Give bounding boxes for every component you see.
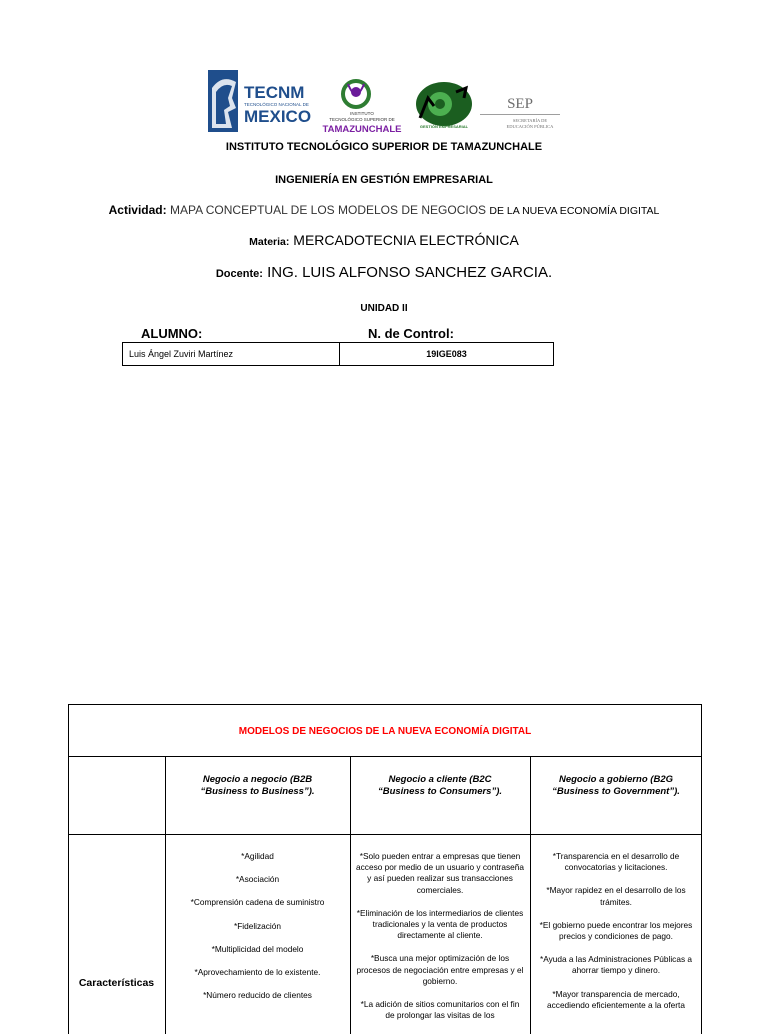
activity-label: Actividad: <box>108 203 167 217</box>
activity-value: MAPA CONCEPTUAL DE LOS MODELOS DE NEGOCIOS <box>169 203 487 217</box>
sep-logo-line1: SEP <box>507 96 533 112</box>
list-item: *Transparencia en el desarrollo de convocatorias y licitaciones. <box>552 851 680 873</box>
itst-logo-line2: TECNOLÓGICO SUPERIOR DE <box>329 117 395 122</box>
list-item: *Solo pueden entrar a empresas que tienen acceso por medio de un usuario y contraseña y así pueden realizar sus transacciones comerciales. <box>356 851 524 895</box>
column-header-b2c <box>350 774 530 798</box>
list-item: *Ayuda a las Administraciones Públicas a ahorrar tiempo y dinero. <box>539 954 693 976</box>
career-name: INGENIERÍA EN GESTIÓN EMPRESARIAL <box>275 174 493 186</box>
student-name: Luis Ángel Zuviri Martínez <box>123 343 340 366</box>
list-item: *La adición de sitios comunitarios con el fin de prolongar las visitas de los <box>360 999 520 1021</box>
gestion-logo-text: GESTIÓN EMPRESARIAL <box>419 124 469 129</box>
column-header-b2b <box>165 774 350 798</box>
itst-logo-line1: INSTITUTO <box>350 111 374 116</box>
student-name-header: ALUMNO: <box>141 326 203 341</box>
teacher-label: Docente: <box>215 268 263 280</box>
list-item: *Asociación <box>235 874 280 885</box>
itst-logo <box>322 78 406 136</box>
sep-logo <box>478 92 562 136</box>
tecnm-logo-line2: TECNOLÓGICO NACIONAL DE <box>244 102 309 107</box>
subject-line <box>0 232 768 248</box>
sep-logo-line2: SECRETARÍA DE <box>512 118 548 123</box>
activity-value-tail: DE LA NUEVA ECONOMÍA DIGITAL <box>489 205 660 217</box>
list-item: *Multiplicidad del modelo <box>211 943 304 954</box>
column-header-line: “Business to Business”). <box>200 786 315 797</box>
list-item: *Busca una mejor optimización de los procesos de negociación entre empresas y el gobierno. <box>356 953 524 986</box>
activity-line <box>0 203 768 217</box>
list-item: *El gobierno puede encontrar los mejores precios y condiciones de pago. <box>539 919 693 942</box>
teacher-line <box>0 264 768 281</box>
list-item: *Mayor rapidez en el desarrollo de los trámites. <box>546 885 686 907</box>
table-title: MODELOS DE NEGOCIOS DE LA NUEVA ECONOMÍA DIGITAL <box>238 726 532 737</box>
list-item: *Mayor transparencia de mercado, accediendo eficientemente a la oferta <box>547 988 685 1010</box>
b2g-characteristics <box>535 851 697 1023</box>
subject-label: Materia: <box>249 236 290 248</box>
itst-logo-line3: TAMAZUNCHALE <box>322 124 402 135</box>
list-item: *Comprensión cadena de suministro <box>190 897 325 908</box>
sep-logo-line3: EDUCACIÓN PÚBLICA <box>506 124 554 129</box>
business-models-table <box>68 704 702 1034</box>
column-header-line: Negocio a negocio (B2B <box>202 774 313 785</box>
column-header-line: Negocio a cliente (B2C <box>388 774 492 785</box>
list-item: *Eliminación de los intermediarios de clientes tradicionales y la venta de productos directamente al cliente. <box>356 907 524 941</box>
list-item: *Número reducido de clientes <box>203 990 312 1001</box>
column-header-line: “Business to Consumers”). <box>377 786 503 797</box>
characteristics-row-label: Características <box>78 977 155 989</box>
list-item: *Fidelización <box>233 920 282 931</box>
control-number: 19IGE083 <box>340 343 554 366</box>
list-item: *Aprovechamiento de lo existente. <box>194 967 321 978</box>
b2c-characteristics <box>355 851 525 1033</box>
b2b-characteristics <box>172 851 343 1013</box>
subject-value: MERCADOTECNIA ELECTRÓNICA <box>293 232 519 248</box>
column-header-b2g <box>530 774 702 798</box>
control-number-header: N. de Control: <box>368 326 454 341</box>
column-header-line: Negocio a gobierno (B2G <box>558 774 673 785</box>
gestion-empresarial-logo <box>410 80 476 132</box>
unit-label: UNIDAD II <box>360 303 408 314</box>
tecnm-logo-line1: TECNM <box>244 83 305 102</box>
column-header-line: “Business to Government”). <box>552 786 680 797</box>
table-row <box>123 343 554 366</box>
institute-name: INSTITUTO TECNOLÓGICO SUPERIOR DE TAMAZUNCHALE <box>225 141 543 153</box>
student-table <box>122 342 554 366</box>
teacher-value: ING. LUIS ALFONSO SANCHEZ GARCIA. <box>267 264 553 281</box>
tecnm-logo-line3: MEXICO <box>244 107 312 126</box>
list-item: *Agilidad <box>241 851 274 861</box>
tecnm-logo <box>208 68 320 134</box>
